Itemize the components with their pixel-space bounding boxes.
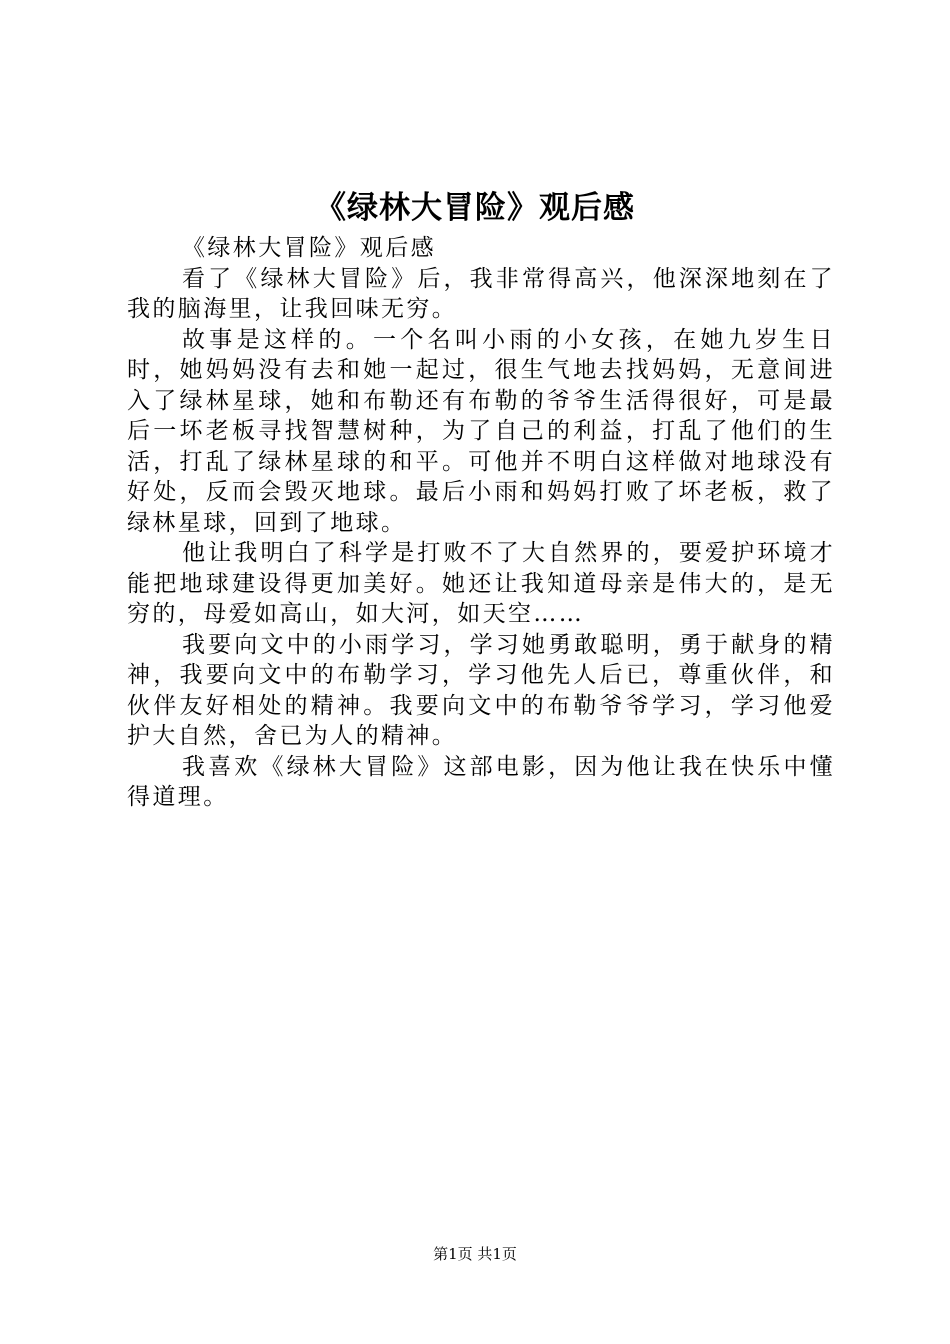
- document-body: [127, 233, 835, 813]
- paragraph-learning: 我要向文中的小雨学习，学习她勇敢聪明，勇于献身的精神，我要向文中的布勒学习，学习他先人后已，尊重伙伴，和伙伴友好相处的精神。我要向文中的布勒爷爷学习，学习他爱护大自然，舍已为人的精神。: [127, 631, 835, 749]
- paragraph-story: 故事是这样的。一个名叫小雨的小女孩，在她九岁生日时，她妈妈没有去和她一起过，很生气地去找妈妈，无意间进入了绿林星球，她和布勒还有布勒的爷爷生活得很好，可是最后一坏老板寻找智慧树种，为了自己的利益，打乱了他们的生活，打乱了绿林星球的和平。可他并不明白这样做对地球没有好处，反而会毁灭地球。最后小雨和妈妈打败了坏老板，救了绿林星球，回到了地球。: [127, 326, 835, 536]
- paragraph-lesson: 他让我明白了科学是打败不了大自然界的，要爱护环境才能把地球建设得更加美好。她还让我知道母亲是伟大的，是无穷的，母爱如高山，如大河，如天空……: [127, 540, 835, 627]
- paragraph-subtitle: 《绿林大冒险》观后感: [182, 235, 436, 261]
- paragraph-conclusion: 我喜欢《绿林大冒险》这部电影，因为他让我在快乐中懂得道理。: [127, 753, 835, 810]
- paragraph-intro: 看了《绿林大冒险》后，我非常得高兴，他深深地刻在了我的脑海里，让我回味无穷。: [127, 265, 835, 322]
- page-number-footer: 第1页 共1页: [433, 1245, 517, 1263]
- document-title: 《绿林大冒险》观后感: [315, 190, 635, 226]
